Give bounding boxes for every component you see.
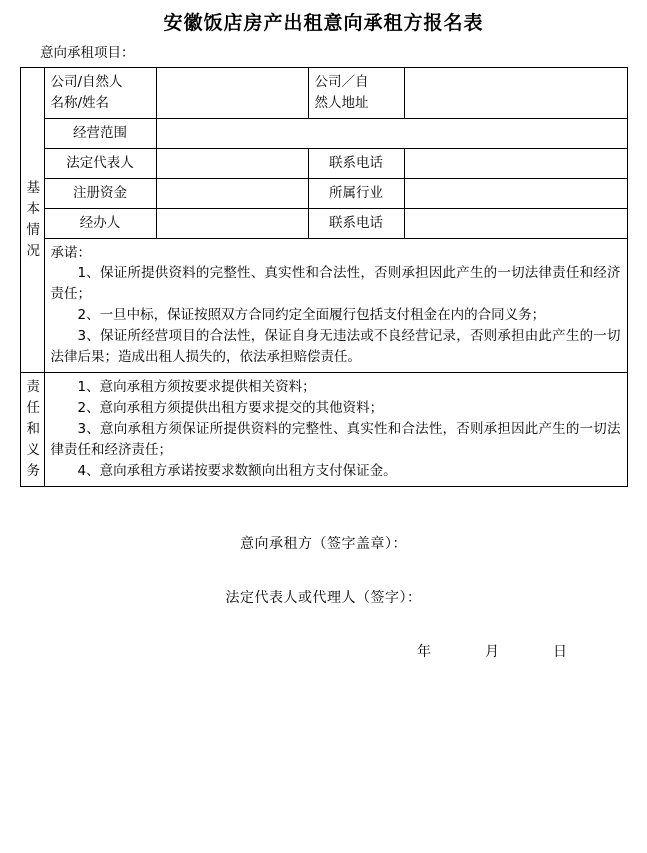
duty-item: 4、意向承租方承诺按要求数额向出租方支付保证金。 xyxy=(77,462,397,479)
page-title: 安徽饭店房产出租意向承租方报名表 xyxy=(163,12,484,34)
table-row xyxy=(20,148,627,178)
promise-item: 3、保证所经营项目的合法性，保证自身无违法或不良经营记录，否则承担由此产生的一切法律后果；造成出租人损失的，依法承担赔偿责任。 xyxy=(50,328,621,366)
table-row xyxy=(20,373,627,487)
legal-rep-signature-line: 法定代表人或代理人（签字）： xyxy=(225,589,422,606)
promise-heading: 承诺： xyxy=(50,244,91,261)
side-label-duty xyxy=(20,373,44,487)
project-label: 意向承租项目： xyxy=(40,45,135,61)
duty-item: 2、意向承租方须提供出租方要求提交的其他资料； xyxy=(77,399,384,416)
side-label-basic xyxy=(20,68,44,373)
registered-capital-label: 注册资金 xyxy=(44,178,156,208)
agent-label: 经办人 xyxy=(44,208,156,238)
industry-field[interactable] xyxy=(404,178,627,208)
agent-field[interactable] xyxy=(156,208,308,238)
business-scope-field[interactable] xyxy=(156,118,627,148)
date-month-label: 月 xyxy=(485,643,499,660)
promise-item: 1、保证所提供资料的完整性、真实性和合法性，否则承担因此产生的一切法律责任和经济责任； xyxy=(50,265,621,303)
agent-phone-label: 联系电话 xyxy=(308,208,404,238)
legal-rep-label: 法定代表人 xyxy=(44,148,156,178)
duty-item: 3、意向承租方须保证所提供资料的完整性、真实性和合法性，否则承担因此产生的一切法律责任和经济责任； xyxy=(50,420,621,458)
industry-label: 所属行业 xyxy=(308,178,404,208)
date-year-label: 年 xyxy=(417,643,431,660)
side-label-char: 责 xyxy=(26,379,40,396)
date-day-label: 日 xyxy=(553,643,567,660)
legal-rep-field[interactable] xyxy=(156,148,308,178)
side-label-char: 义 xyxy=(26,441,40,458)
side-label-char: 基 xyxy=(26,180,40,197)
signature-area xyxy=(0,533,647,661)
side-label-char: 务 xyxy=(26,462,40,479)
duty-block xyxy=(44,373,627,487)
legal-rep-phone-label: 联系电话 xyxy=(308,148,404,178)
side-label-char: 情 xyxy=(26,222,40,239)
table-row xyxy=(20,238,627,373)
company-address-field[interactable] xyxy=(404,68,627,119)
document-page xyxy=(0,8,647,853)
table-row xyxy=(20,208,627,238)
company-name-label: 公司/自然人 名称/姓名 xyxy=(44,68,156,119)
table-row xyxy=(20,118,627,148)
promise-item: 2、一旦中标，保证按照双方合同约定全面履行包括支付租金在内的合同义务； xyxy=(77,307,546,324)
business-scope-label: 经营范围 xyxy=(44,118,156,148)
registered-capital-field[interactable] xyxy=(156,178,308,208)
company-address-label: 公司／自 然人地址 xyxy=(308,68,404,119)
table-row xyxy=(20,178,627,208)
legal-rep-phone-field[interactable] xyxy=(404,148,627,178)
side-label-char: 本 xyxy=(26,201,40,218)
tenant-signature-line: 意向承租方（签字盖章）： xyxy=(240,535,407,552)
application-form-table xyxy=(20,67,628,487)
duty-item: 1、意向承租方须按要求提供相关资料； xyxy=(77,379,316,396)
company-name-field[interactable] xyxy=(156,68,308,119)
side-label-char: 况 xyxy=(26,242,40,259)
promise-block xyxy=(44,238,627,373)
table-row xyxy=(20,68,627,119)
side-label-char: 和 xyxy=(26,420,40,437)
side-label-char: 任 xyxy=(26,399,40,416)
date-line xyxy=(0,641,647,661)
agent-phone-field[interactable] xyxy=(404,208,627,238)
